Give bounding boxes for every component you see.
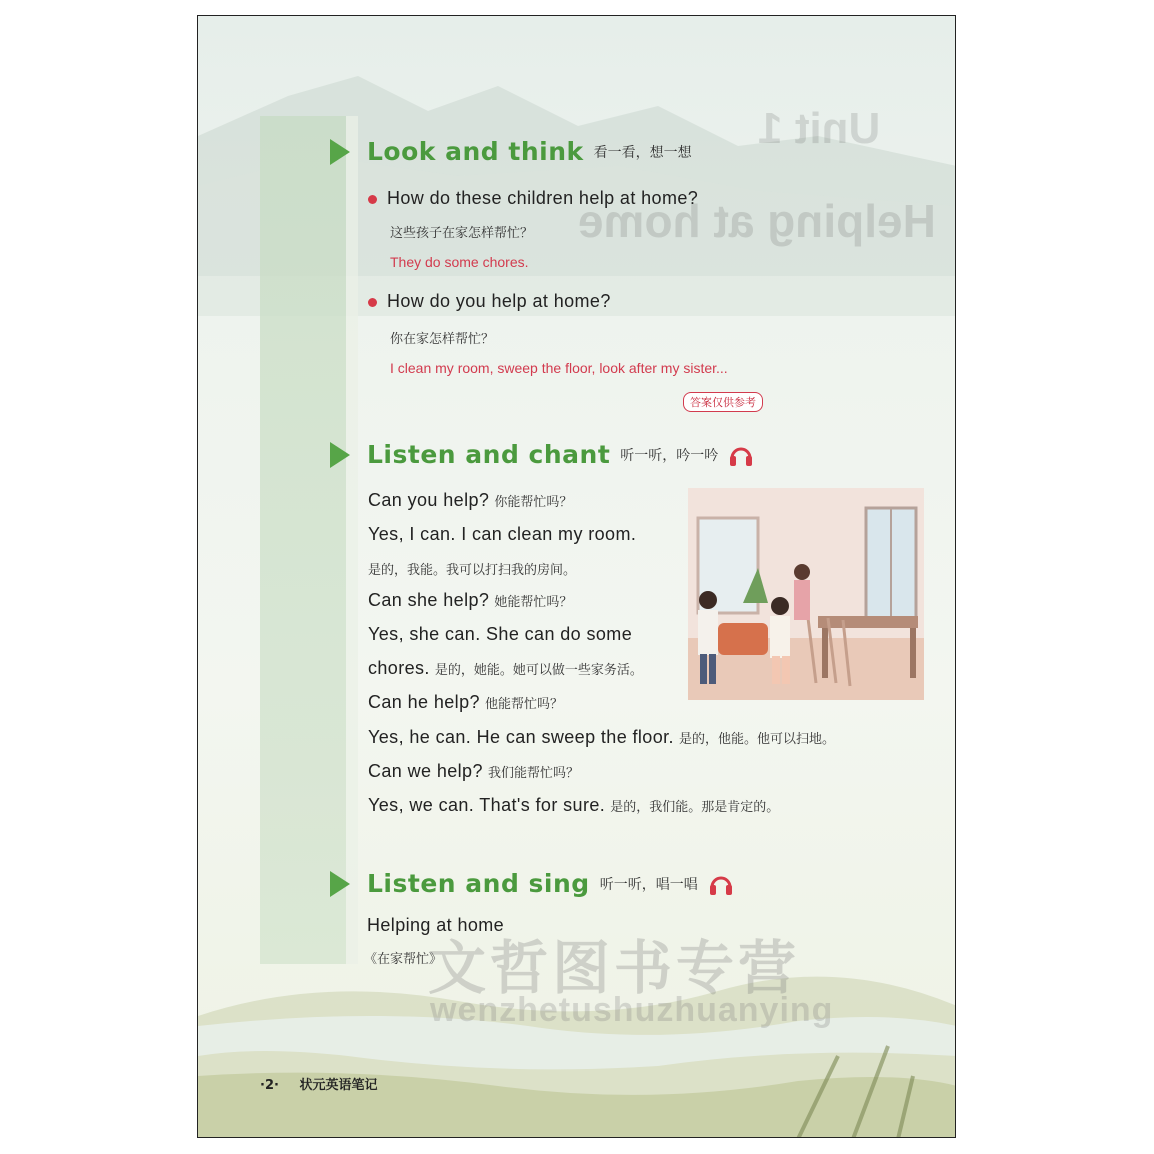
page-number: ·2· — [260, 1078, 279, 1093]
chant-line-1-en: Can you help? — [368, 490, 490, 510]
chant-line-4 — [368, 590, 572, 611]
side-bar — [260, 116, 346, 964]
chant-line-8-en: Yes, he can. He can sweep the floor. — [368, 727, 674, 747]
book-title: 状元英语笔记 — [299, 1078, 378, 1093]
answer-2: I clean my room, sweep the floor, look after my sister... — [390, 360, 728, 376]
ghost-unit-text: Unit 1 — [758, 104, 881, 153]
chant-line-8 — [368, 727, 835, 748]
triangle-icon — [330, 139, 350, 165]
chores-illustration — [688, 488, 924, 700]
chant-line-7-cn: 他能帮忙吗？ — [484, 697, 563, 712]
bullet-icon — [368, 298, 377, 307]
question-1 — [368, 188, 698, 209]
question-1-cn: 这些孩子在家怎样帮忙？ — [390, 226, 534, 241]
page — [197, 15, 956, 1138]
section-listen-and-sing — [330, 869, 734, 898]
section-title: Listen and sing — [367, 869, 590, 898]
section-look-and-think — [330, 137, 692, 166]
chant-line-7-en: Can he help? — [368, 692, 480, 712]
section-title: Look and think — [367, 137, 584, 166]
chant-line-6 — [368, 658, 643, 679]
footer — [260, 1074, 377, 1093]
chant-line-9 — [368, 761, 579, 782]
ghost-title-text: Helping at home — [578, 195, 936, 247]
chant-line-9-en: Can we help? — [368, 761, 483, 781]
chant-line-7 — [368, 692, 563, 713]
chant-line-10-en: Yes, we can. That's for sure. — [368, 795, 606, 815]
chant-line-6-en: chores. — [368, 658, 430, 678]
chant-line-1 — [368, 490, 572, 511]
chant-line-2: Yes, I can. I can clean my room. — [368, 524, 637, 544]
section-title-cn: 听一听，唱一唱 — [599, 876, 698, 893]
answer-1: They do some chores. — [390, 254, 529, 270]
chant-line-1-cn: 你能帮忙吗？ — [494, 495, 573, 510]
chant-line-5: Yes, she can. She can do some — [368, 624, 633, 644]
chant-line-8-cn: 是的，他能。他可以扫地。 — [679, 732, 836, 747]
watermark-cn: 文哲图书专营 — [428, 934, 801, 1002]
headphone-icon[interactable] — [728, 442, 754, 468]
section-title-cn: 看一看，想一想 — [593, 144, 692, 161]
section-title-cn: 听一听，吟一吟 — [620, 447, 719, 464]
chant-line-10-cn: 是的，我们能。那是肯定的。 — [610, 800, 780, 815]
song-title-cn: 《在家帮忙》 — [364, 952, 443, 967]
question-2 — [368, 291, 611, 312]
chant-line-6-cn: 是的，她能。她可以做一些家务活。 — [434, 663, 643, 678]
triangle-icon — [330, 871, 350, 897]
chant-line-10 — [368, 795, 779, 816]
question-2-cn: 你在家怎样帮忙？ — [390, 332, 495, 347]
watermark-pinyin: wenzhetushuzhuanying — [430, 991, 834, 1029]
song-title-en: Helping at home — [367, 915, 505, 935]
question-2-text: How do you help at home? — [387, 291, 611, 311]
bullet-icon — [368, 195, 377, 204]
chant-line-3: 是的，我能。我可以打扫我的房间。 — [368, 563, 577, 578]
answer-note-badge: 答案仅供参考 — [683, 392, 763, 412]
chant-line-4-cn: 她能帮忙吗？ — [494, 595, 573, 610]
chant-line-4-en: Can she help? — [368, 590, 490, 610]
headphone-icon[interactable] — [708, 871, 734, 897]
chant-line-9-cn: 我们能帮忙吗？ — [487, 766, 579, 781]
question-1-text: How do these children help at home? — [387, 188, 699, 208]
triangle-icon — [330, 442, 350, 468]
section-listen-and-chant — [330, 440, 754, 469]
section-title: Listen and chant — [367, 440, 611, 469]
